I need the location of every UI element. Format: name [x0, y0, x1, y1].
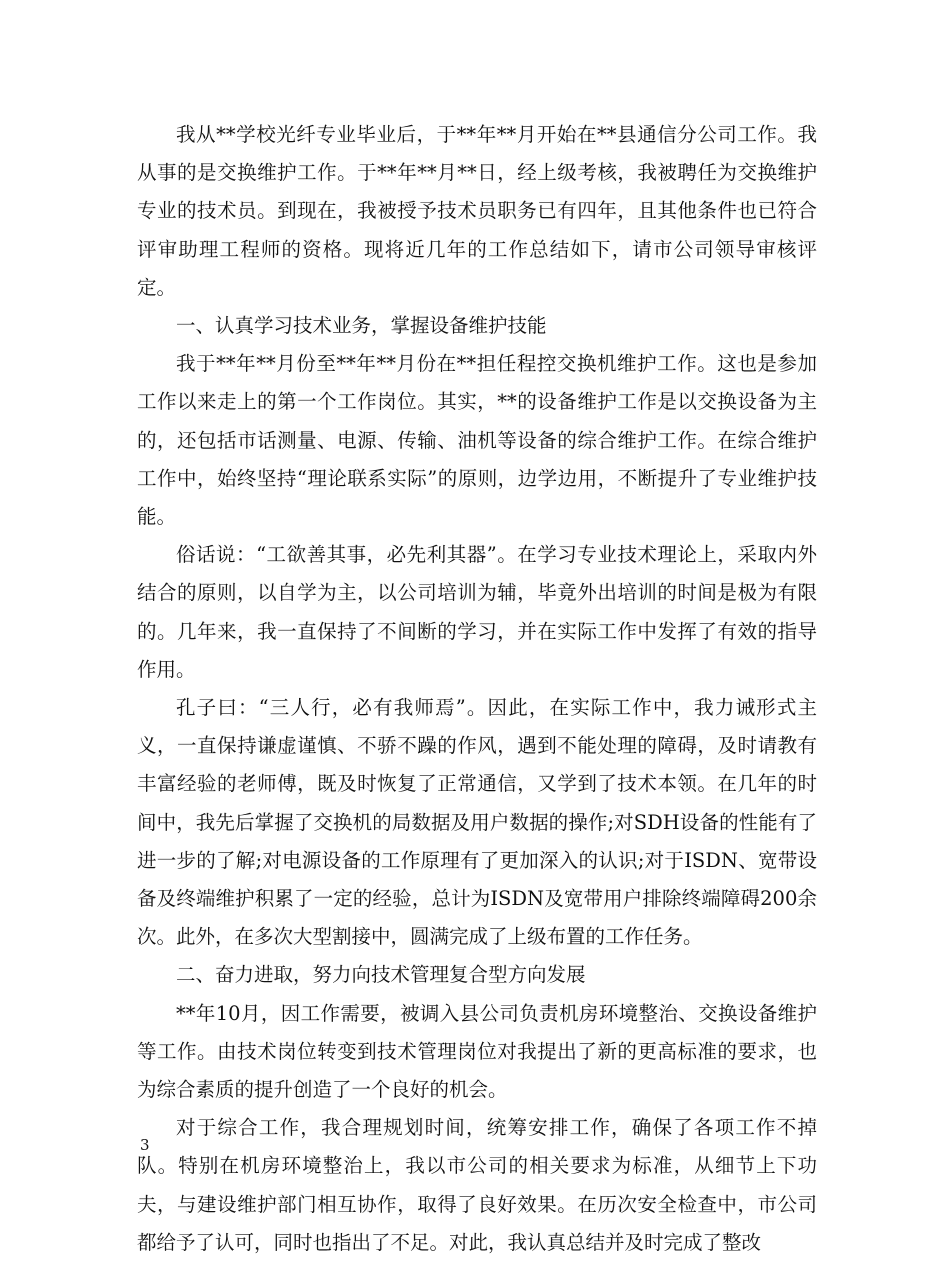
paragraph-maintenance: 我于**年**月份至**年**月份在**担任程控交换机维护工作。这也是参加工作以来走上的第一个工作岗位。其实，**的设备维护工作是以交换设备为主的，还包括市话测量、电源、传输、油机等设备的综合维护工作。在综合维护工作中，始终坚持“理论联系实际”的原则，边学边用，不断提升了专业维护技能。	[137, 352, 817, 529]
section-heading-1: 一、认真学习技术业务，掌握设备维护技能	[176, 314, 547, 338]
document-body	[137, 116, 817, 1262]
paragraph-learning: 俗话说：“工欲善其事，必先利其器”。在学习专业技术理论上，采取内外结合的原则，以自学为主，以公司培训为辅，毕竟外出培训的时间是极为有限的。几年来，我一直保持了不间断的学习，并在实际工作中发挥了有效的指导作用。	[137, 543, 817, 681]
paragraph-intro: 我从**学校光纤专业毕业后，于**年**月开始在**县通信分公司工作。我从事的是交换维护工作。于**年**月**日，经上级考核，我被聘任为交换维护专业的技术员。到现在，我被授予技术员职务已有四年，且其他条件也已符合评审助理工程师的资格。现将近几年的工作总结如下，请市公司领导审核评定。	[137, 123, 817, 299]
paragraph-transfer: **年10月，因工作需要，被调入县公司负责机房环境整治、交换设备维护等工作。由技术岗位转变到技术管理岗位对我提出了新的更高标准的要求，也为综合素质的提升创造了一个良好的机会。	[137, 1001, 817, 1102]
paragraph-comprehensive-work: 对于综合工作，我合理规划时间，统筹安排工作，确保了各项工作不掉队。特别在机房环境整治上，我以市公司的相关要求为标准，从细节上下功夫，与建设维护部门相互协作，取得了良好效果。在历次安全检查中，市公司都给予了认可，同时也指出了不足。对此，我认真总结并及时完成了整改	[137, 1116, 817, 1254]
paragraph-practice: 孔子曰：“三人行，必有我师焉”。因此，在实际工作中，我力诫形式主义，一直保持谦虚谨慎、不骄不躁的作风，遇到不能处理的障碍，及时请教有丰富经验的老师傅，既及时恢复了正常通信，又学到了技术本领。在几年的时间中，我先后掌握了交换机的局数据及用户数据的操作;对SDH设备的性能有了进一步的了解;对电源设备的工作原理有了更加深入的认识;对于ISDN、宽带设备及终端维护积累了一定的经验，总计为ISDN及宽带用户排除终端障碍200余次。此外，在多次大型割接中，圆满完成了上级布置的工作任务。	[137, 696, 817, 949]
page-number: 3	[140, 1136, 150, 1154]
section-heading-2: 二、奋力进取，努力向技术管理复合型方向发展	[176, 963, 586, 987]
